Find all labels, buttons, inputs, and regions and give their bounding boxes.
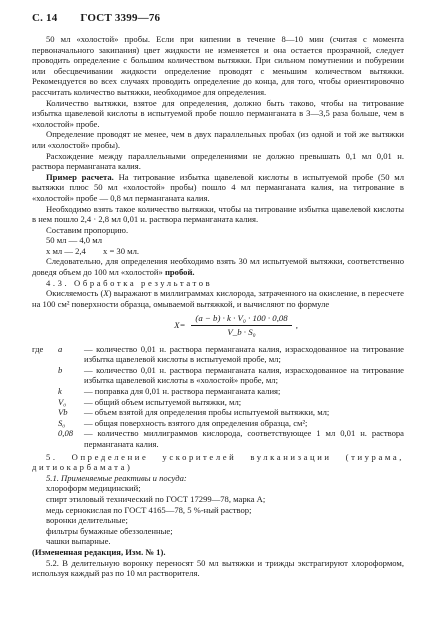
proportion-line-2: x мл — 2,4 x = 30 мл. bbox=[46, 245, 140, 256]
paragraph-continuation: 50 мл «холостой» пробы. Если при кипении в течение 8—10 мин (считая с момента первоначального закипания) цвет жидкости не изменяется и она остается прозрачной, следует проводить определение с большим количеством вытяжки. При сильном помутнении и побурении или обесцвечивании жидкости определение проводят с меньшим количеством вытяжки. Рекомендуется во всех случаях проводить определение до конца, для того, чтобы ориентировочно рассчитать количество вытяжки, необходимое для определения. bbox=[32, 34, 404, 97]
formula-denominator: V_b · S₀ bbox=[227, 327, 256, 338]
paragraph-oxidizability bbox=[32, 288, 404, 309]
definition-text: — общая поверхность взятого для определения образца, см²; bbox=[84, 417, 308, 428]
definition-row bbox=[32, 344, 404, 365]
paragraph-discrepancy: Расхождение между параллельными определениями не должно превышать 0,1 мл 0,01 н. раствора перманганата калия. bbox=[32, 150, 404, 172]
consequently-end: пробой. bbox=[164, 267, 195, 278]
definition-text: — поправка для 0,01 н. раствора перманганата калия; bbox=[84, 386, 281, 396]
definition-row bbox=[32, 365, 404, 386]
variable-x: X bbox=[103, 288, 109, 299]
paragraph-example bbox=[32, 172, 404, 204]
section-5-1-heading: 5.1. Применяемые реактивы и посуда: bbox=[46, 472, 187, 483]
paragraph-extract-amount: Количество вытяжки, взятое для определения, должно быть таково, чтобы на титрование избытка щавелевой кислоты в испытуемой пробе пошло перманганата в 3—3,5 раза больше, чем в «холостой» пробе. bbox=[32, 97, 404, 129]
oxidizability-text: ) выражают в миллиграммах кислорода, затраченного на окисление, в пересчете на 100 см² поверхности образца, омываемой вытяжкой, и вычисляют по формуле bbox=[32, 288, 404, 309]
definition-row bbox=[32, 397, 404, 408]
definition-text: — общий объем испытуемой вытяжки, мл; bbox=[84, 396, 242, 407]
definition-symbol: k bbox=[58, 386, 62, 396]
oxidizability-lead: Окисляемость ( bbox=[46, 288, 104, 299]
paragraph-consequently bbox=[32, 256, 404, 277]
reagent-item: хлороформ медицинский; bbox=[46, 483, 141, 494]
definition-text: — объем взятой для определения пробы испытуемой вытяжки, мл; bbox=[84, 407, 330, 418]
paragraph-5-2: 5.2. В делительную воронку переносят 50 мл вытяжки и трижды экстрагируют хлороформом, используя каждый раз по 10 мл растворителя. bbox=[32, 557, 404, 579]
definition-text: — количество 0,01 н. раствора перманганата калия, израсходованное на титрование избытка щавелевой кислоты в испытуемой пробе, мл; bbox=[84, 343, 404, 365]
definition-row bbox=[32, 418, 404, 429]
document-body bbox=[32, 34, 404, 579]
formula-lhs: X= bbox=[174, 320, 186, 331]
definition-prefix bbox=[32, 397, 58, 408]
definition-text: — количество миллиграммов кислорода, соответствующее 1 мл 0,01 н. раствора перманганата калия. bbox=[84, 428, 404, 449]
definition-symbol: Vb bbox=[58, 407, 68, 418]
section-5-heading: 5. Определение ускорителей вулканизации (тиурама, дитиокарбамата) bbox=[32, 451, 404, 473]
reagent-item: фильтры бумажные обеззоленные; bbox=[46, 525, 173, 536]
definition-row bbox=[32, 428, 404, 449]
reagent-item: медь сернокислая по ГОСТ 4165—78, 5 %-ный раствор; bbox=[46, 504, 252, 515]
reagent-item: спирт этиловый технический по ГОСТ 17299—78, марка А; bbox=[46, 493, 266, 504]
definitions-table bbox=[32, 344, 404, 450]
definition-prefix bbox=[32, 418, 58, 429]
definition-prefix: где bbox=[32, 343, 44, 354]
example-text: На титрование избытка щавелевой кислоты в испытуемой пробе (50 мл вытяжки плюс 50 мл «холостой» пробы) пошло 4 мл перманганата калия, на титрование в «холостой» пробе — 0,8 мл перманганата калия. bbox=[32, 171, 404, 203]
definition-row bbox=[32, 386, 404, 397]
section-4-3-heading: 4.3. Обработка результатов bbox=[46, 277, 213, 288]
reagent-list bbox=[32, 483, 404, 547]
definition-symbol: V₀ bbox=[58, 396, 67, 407]
formula-comma: , bbox=[295, 320, 298, 331]
definition-symbol: a bbox=[58, 343, 63, 354]
reagent-item: воронки делительные; bbox=[46, 515, 128, 526]
standard-code: ГОСТ 3399—76 bbox=[80, 12, 161, 24]
definition-symbol: 0,08 bbox=[58, 428, 74, 439]
formula-fraction bbox=[191, 313, 291, 337]
formula bbox=[68, 313, 404, 337]
paragraph-necessary: Необходимо взять такое количество вытяжки, чтобы на титрование избытка щавелевой кислоты в нем пошло 2,4 · 2,8 мл 0,01 н. раствора перманганата калия. bbox=[32, 203, 404, 225]
definition-prefix bbox=[32, 428, 58, 449]
page-header bbox=[32, 12, 403, 26]
definition-symbol: b bbox=[58, 364, 63, 375]
proportion-line-1: 50 мл — 4,0 мл bbox=[46, 235, 102, 246]
formula-numerator: (a − b) · k · V₀ · 100 · 0,08 bbox=[191, 313, 291, 326]
paragraph-proportion-intro: Составим пропорцию. bbox=[46, 224, 129, 235]
definition-row bbox=[32, 407, 404, 418]
reagent-item: чашки выпарные. bbox=[46, 536, 111, 547]
example-label: Пример расчета. bbox=[46, 171, 114, 182]
definition-prefix bbox=[32, 407, 58, 418]
consequently-text: Следовательно, для определения необходимо взять 30 мл испытуемой вытяжки, соответственно доведя объем до 100 мл «холостой» bbox=[32, 256, 404, 278]
amendment-note: (Измененная редакция, Изм. № 1). bbox=[32, 546, 166, 557]
definition-prefix bbox=[32, 386, 58, 397]
definition-prefix bbox=[32, 365, 58, 386]
paragraph-parallel-samples: Определение проводят не менее, чем в двух параллельных пробах (из одной и той же вытяжки или «холостой» пробы). bbox=[32, 129, 404, 150]
definition-symbol: S₀ bbox=[58, 417, 66, 428]
definition-text: — количество 0,01 н. раствора перманганата калия, израсходованное на титрование избытка щавелевой кислоты в «холостой» пробе, мл; bbox=[84, 364, 404, 386]
page-number: С. 14 bbox=[32, 12, 58, 24]
